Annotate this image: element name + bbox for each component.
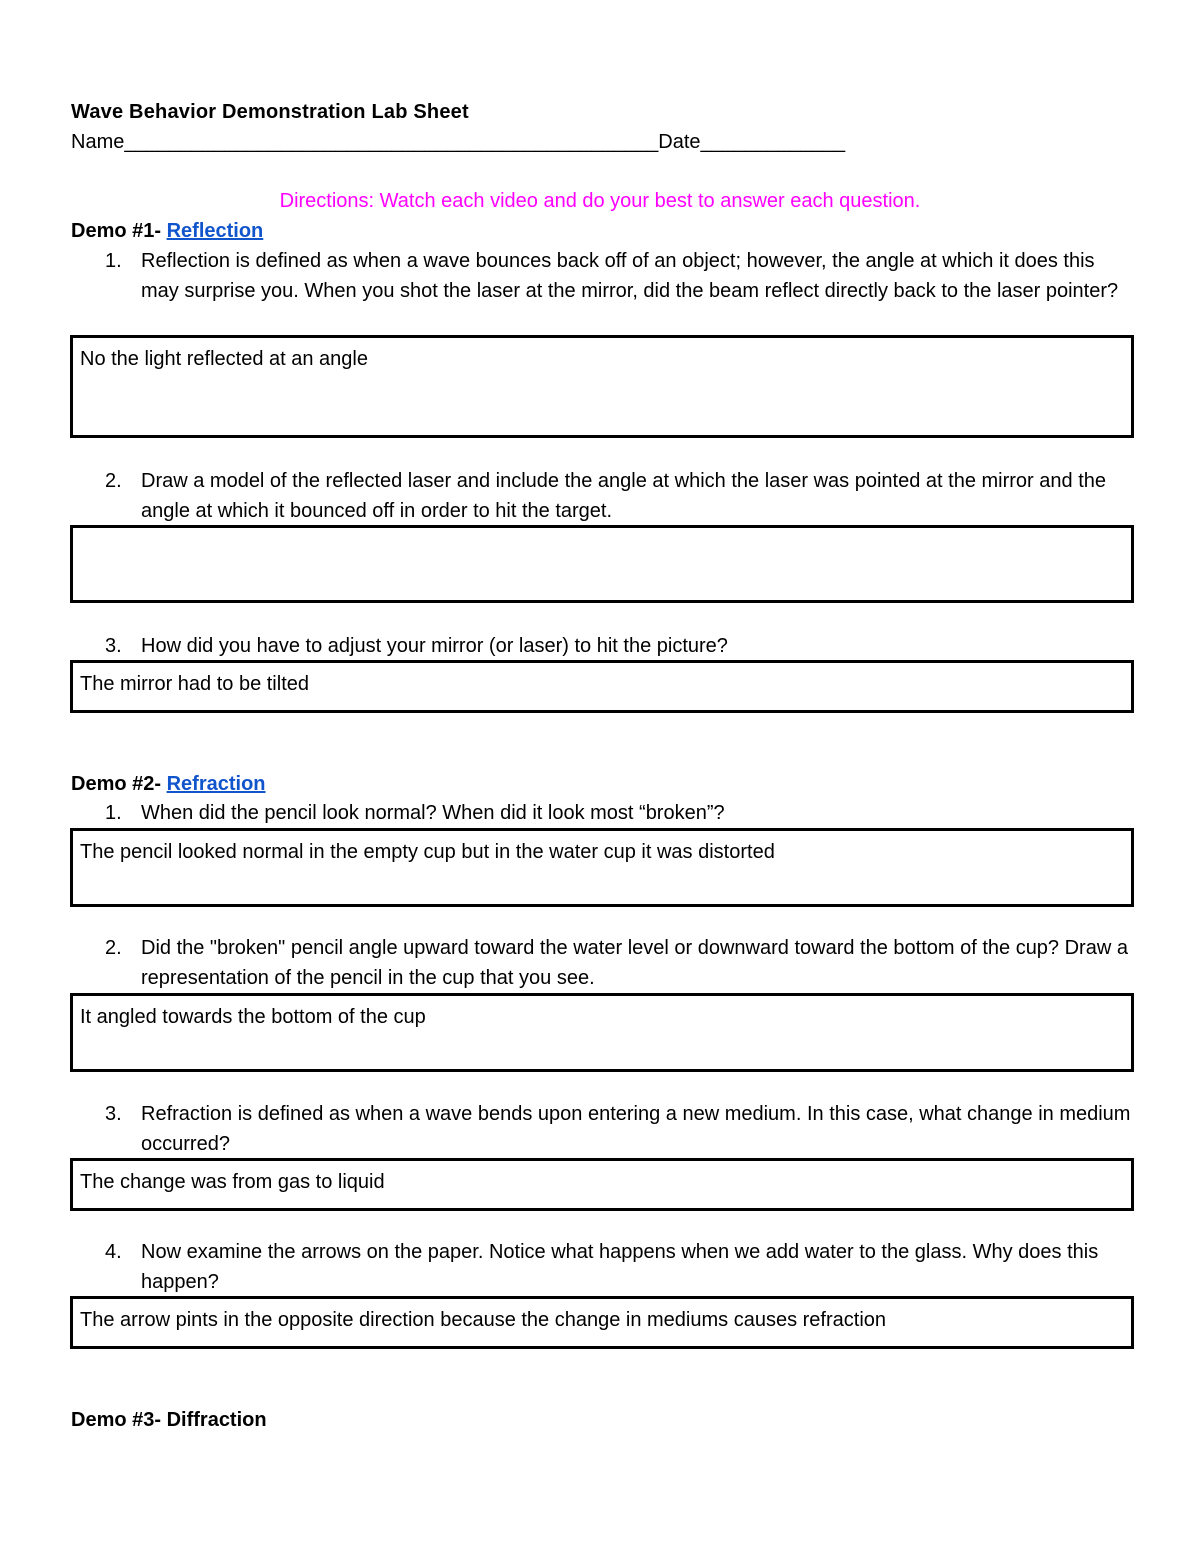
question-text: Reflection is defined as when a wave bounces back off of an object; however, the angle at which it does this may surprise you. When you shot the laser at the mirror, did the beam reflect directly back to the laser pointer? [141, 250, 1119, 302]
question-text: Refraction is defined as when a wave bends upon entering a new medium. In this case, what change in medium occurred? [141, 1103, 1131, 1155]
name-label: Name [71, 131, 125, 153]
demo1-heading [71, 220, 263, 243]
question-text: How did you have to adjust your mirror (or laser) to hit the picture? [141, 635, 728, 657]
reflection-link[interactable]: Reflection [166, 220, 264, 242]
question-number: 1. [105, 802, 122, 824]
answer-text: The mirror had to be tilted [80, 673, 309, 695]
demo1-question-2 [105, 466, 1135, 526]
demo1-answer-3-box[interactable] [70, 660, 1134, 713]
date-label: Date [658, 131, 701, 153]
demo3-heading: Demo #3- Diffraction [71, 1409, 267, 1431]
directions: Directions: Watch each video and do your best to answer each question. [279, 190, 921, 212]
demo2-answer-4-box[interactable] [70, 1296, 1134, 1349]
question-number: 1. [105, 250, 122, 272]
demo2-answer-2-box[interactable] [70, 993, 1134, 1072]
demo2-answer-1-box[interactable] [70, 828, 1134, 907]
question-number: 2. [105, 470, 122, 492]
question-number: 4. [105, 1241, 122, 1263]
question-text: Did the "broken" pencil angle upward toward the water level or downward toward the bottom of the cup? Draw a representation of the pencil in the cup that you see. [141, 937, 1128, 989]
demo1-answer-1-box[interactable] [70, 335, 1134, 438]
name-field[interactable]: ________________________________________________ [124, 131, 659, 153]
demo2-answer-3-box[interactable] [70, 1158, 1134, 1211]
page-title: Wave Behavior Demonstration Lab Sheet [71, 101, 469, 123]
question-number: 3. [105, 635, 122, 657]
name-date-line [71, 131, 845, 154]
answer-text: No the light reflected at an angle [80, 348, 368, 370]
demo2-question-3 [105, 1099, 1135, 1159]
answer-text: The pencil looked normal in the empty cup but in the water cup it was distorted [80, 841, 775, 863]
demo1-question-1 [105, 246, 1135, 306]
answer-text: It angled towards the bottom of the cup [80, 1006, 426, 1028]
demo2-label: Demo #2- [71, 773, 167, 795]
demo1-label: Demo #1- [71, 220, 167, 242]
refraction-link[interactable]: Refraction [166, 773, 266, 795]
answer-text: The change was from gas to liquid [80, 1171, 385, 1193]
question-number: 3. [105, 1103, 122, 1125]
question-text: When did the pencil look normal? When did it look most “broken”? [141, 802, 725, 824]
date-field[interactable]: _____________ [700, 131, 846, 153]
demo2-heading [71, 773, 266, 796]
question-text: Now examine the arrows on the paper. Notice what happens when we add water to the glass. Why does this happen? [141, 1241, 1099, 1293]
demo1-answer-2-box[interactable] [70, 525, 1134, 603]
demo2-question-4 [105, 1237, 1135, 1297]
demo2-question-1 [105, 798, 1135, 828]
question-number: 2. [105, 937, 122, 959]
demo2-question-2 [105, 933, 1135, 993]
demo1-question-3 [105, 631, 1135, 661]
answer-text: The arrow pints in the opposite direction because the change in mediums causes refraction [80, 1309, 887, 1331]
question-text: Draw a model of the reflected laser and include the angle at which the laser was pointed at the mirror and the angle at which it bounced off in order to hit the target. [141, 470, 1106, 522]
